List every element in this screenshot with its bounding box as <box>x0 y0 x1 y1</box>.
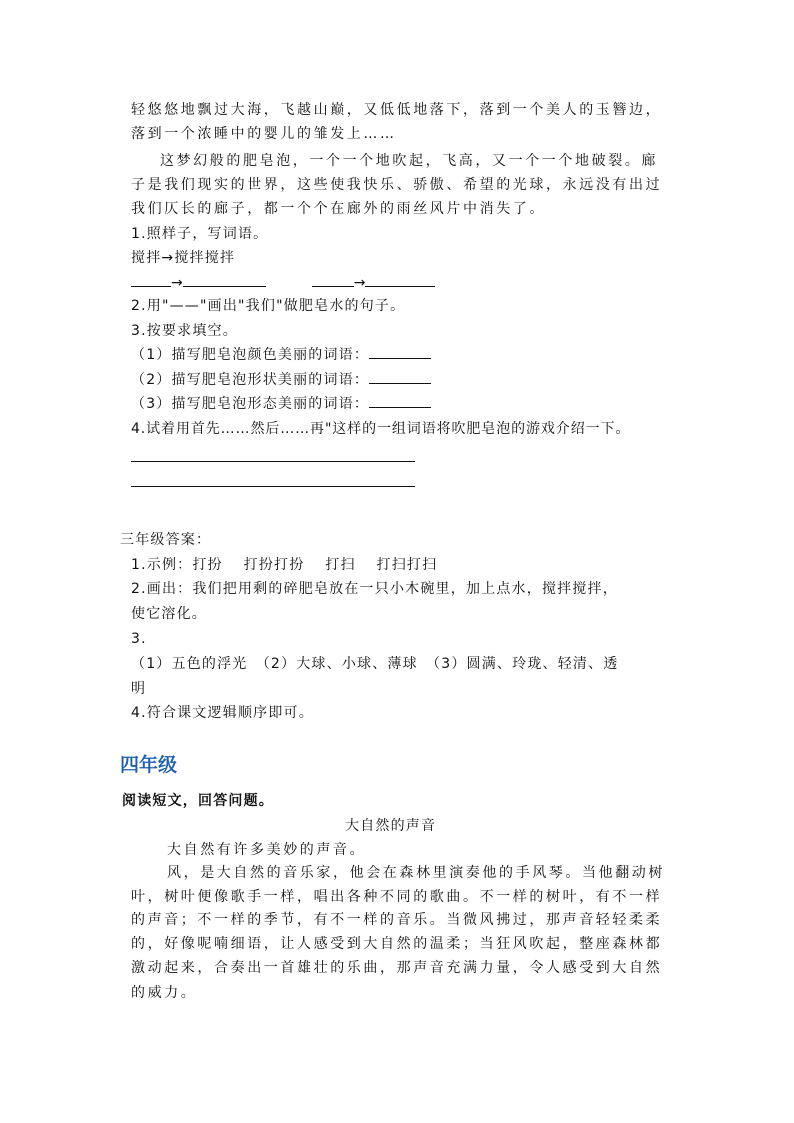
answer-line[interactable] <box>131 486 415 487</box>
article-line-6: 的威力。 <box>131 985 198 1001</box>
article-line-5: 激动起来，合奏出一首雄壮的乐曲，那声音充满力量，令人感受到大自然 <box>131 960 663 976</box>
answer-blank[interactable] <box>369 395 431 408</box>
answer-2-line-1: 2.画出：我们把用剩的碎肥皂放在一只小木碗里，加上点水，搅拌搅拌， <box>131 581 618 597</box>
question-3-3-text: （3）描写肥皂泡形态美丽的词语： <box>131 396 370 412</box>
reading-instruction: 阅读短文，回答问题。 <box>122 793 274 809</box>
article-line-4: 的，好像呢喃细语，让人感受到大自然的温柔；当狂风吹起，整座森林都 <box>131 936 663 952</box>
passage-line-1: 轻悠悠地飘过大海，飞越山巅，又低低地落下，落到一个美人的玉簪边， <box>131 102 663 118</box>
answer-line[interactable] <box>131 461 415 462</box>
passage-line-3: 这梦幻般的肥皂泡，一个一个地吹起，飞高，又一个一个地破裂。廊 <box>160 153 658 169</box>
question-3-2 <box>131 370 431 390</box>
answer-3-line-1: （1）五色的浮光 （2）大球、小球、薄球 （3）圆满、玲珑、轻清、透 <box>131 656 619 672</box>
section-heading-grade4: 四年级 <box>120 754 178 776</box>
question-3: 3.按要求填空。 <box>131 323 238 339</box>
question-4: 4.试着用首先……然后……再"这样的一组词语将吹肥皂泡的游戏介绍一下。 <box>131 421 631 437</box>
answer-4: 4.符合课文逻辑顺序即可。 <box>131 705 314 721</box>
article-line-1: 风，是大自然的音乐家，他会在森林里演奏他的手风琴。当他翻动树 <box>167 865 665 881</box>
question-3-3 <box>131 394 431 414</box>
passage-line-4: 子是我们现实的世界，这些使我快乐、骄傲、希望的光球，永远没有出过 <box>131 177 663 193</box>
article-paragraph-1: 大自然有许多美妙的声音。 <box>167 842 367 858</box>
answer-blank[interactable] <box>183 274 266 287</box>
question-1: 1.照样子，写词语。 <box>131 226 269 242</box>
answers-title: 三年级答案： <box>120 532 212 548</box>
question-1-example: 搅拌→搅拌搅拌 <box>131 250 236 266</box>
arrow-symbol: → <box>171 275 183 291</box>
answer-blank[interactable] <box>131 274 171 287</box>
article-title: 大自然的声音 <box>345 818 437 834</box>
question-3-1 <box>131 345 431 365</box>
answer-blank[interactable] <box>365 274 435 287</box>
question-2: 2.用"——"画出"我们"做肥皂水的句子。 <box>131 298 406 314</box>
article-line-3: 的声音；不一样的季节，有不一样的音乐。当微风拂过，那声音轻轻柔柔 <box>131 912 663 928</box>
passage-line-5: 我们仄长的廊子，都一个个在廊外的雨丝风片中消失了。 <box>131 201 546 217</box>
arrow-symbol: → <box>353 275 366 291</box>
answer-3-line-2: 明 <box>131 681 147 697</box>
answer-2-line-2: 使它溶化。 <box>131 606 207 622</box>
answer-blank[interactable] <box>369 346 431 359</box>
article-line-2: 叶，树叶便像歌手一样，唱出各种不同的歌曲。不一样的树叶，有不一样 <box>131 889 663 905</box>
question-3-2-text: （2）描写肥皂泡形状美丽的词语： <box>131 372 370 388</box>
passage-line-2: 落到一个浓睡中的婴儿的雏发上…… <box>131 126 397 142</box>
question-1-blanks <box>131 273 435 293</box>
answer-3: 3. <box>131 631 147 647</box>
answer-1: 1.示例：打扮 打扮打扮 打扫 打扫打扫 <box>131 557 438 573</box>
question-3-1-text: （1）描写肥皂泡颜色美丽的词语： <box>131 347 370 363</box>
answer-blank[interactable] <box>369 371 431 384</box>
answer-blank[interactable] <box>312 274 354 287</box>
